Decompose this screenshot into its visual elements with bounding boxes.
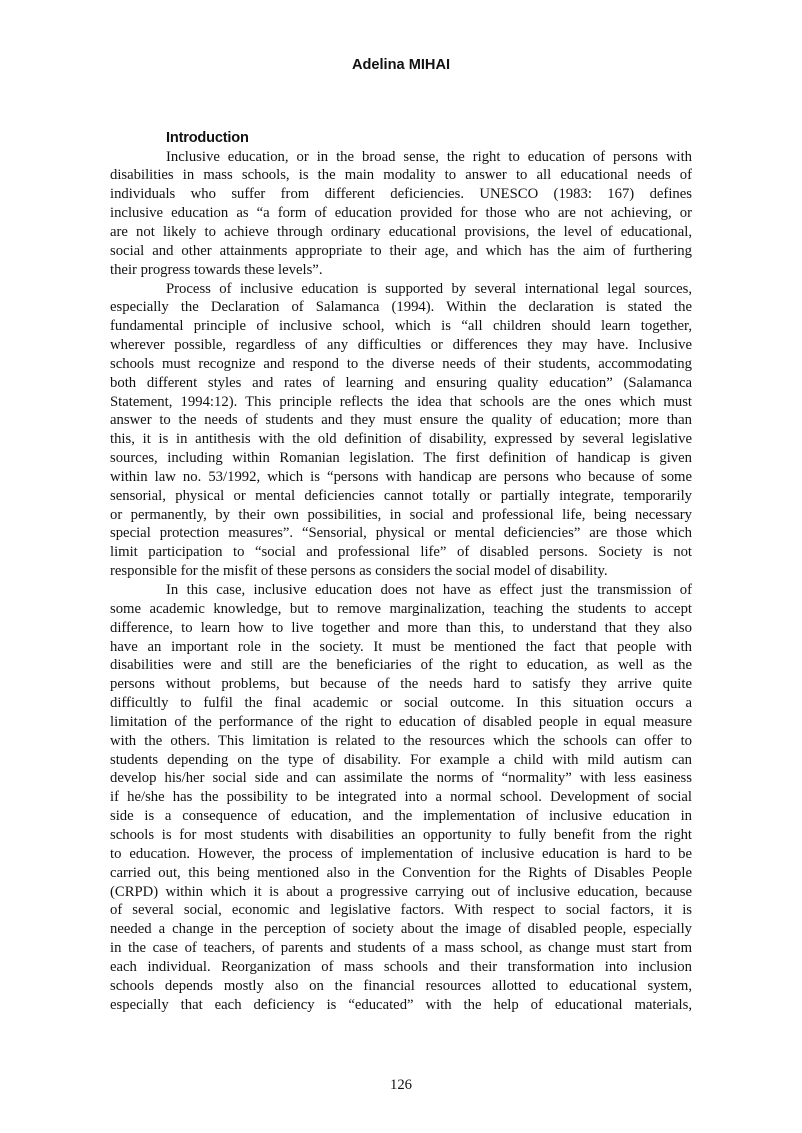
text-line: of several social, economic and legislative factors. With respect to social factors, it is — [110, 902, 692, 919]
text-line: In this case, inclusive education does not have as effect just the transmission of — [166, 582, 692, 598]
text-line: their progress towards these levels”. — [110, 261, 323, 278]
text-line: with the others. This limitation is related to the resources which the schools can offer to — [110, 732, 692, 749]
paragraph-3 — [110, 581, 692, 1014]
text-line: Statement, 1994:12). This principle reflects the idea that schools are the ones which must — [110, 393, 692, 410]
section-heading: Introduction — [166, 129, 249, 146]
text-line: or permanently, by their own possibilities, in social and professional life, being necessary — [110, 506, 692, 523]
text-line: to education. However, the process of implementation of inclusive education is hard to be — [110, 845, 692, 862]
text-line: fundamental principle of inclusive school, which is “all children should learn together, — [110, 318, 692, 335]
text-line: limitation of the performance of the right to education of disabled people in equal measure — [110, 713, 692, 730]
text-line: individuals who suffer from different deficiencies. UNESCO (1983: 167) defines — [110, 186, 692, 203]
paragraph-2 — [110, 280, 692, 582]
text-line: sensorial, physical or mental deficiencies cannot totally or partially integrate, temporarily — [110, 487, 692, 504]
text-line: develop his/her social side and can assimilate the norms of “normality” with less easiness — [110, 770, 692, 787]
text-line: inclusive education as “a form of education provided for those who are not achieving, or — [110, 205, 692, 222]
text-line: within law no. 53/1992, which is “persons with handicap are persons who because of some — [110, 468, 692, 485]
text-line: schools is for most students with disabilities an opportunity to fully benefit from the right — [110, 826, 692, 843]
text-line: needed a change in the perception of society about the image of disabled people, especially — [110, 921, 692, 938]
text-line: some academic knowledge, but to remove marginalization, teaching the students to accept — [110, 600, 692, 617]
text-line: responsible for the misfit of these persons as considers the social model of disability. — [110, 563, 608, 580]
text-line: sources, including within Romanian legislation. The first definition of handicap is given — [110, 450, 692, 467]
text-line: this, it is in antithesis with the old definition of disability, expressed by several legislative — [110, 431, 692, 448]
text-line: difference, to learn how to live together and more than this, to understand that they also — [110, 619, 692, 636]
text-line: social and other attainments appropriate to their age, and which has the aim of furthering — [110, 242, 692, 259]
text-line: have an important role in the society. It must be mentioned the fact that people with — [110, 638, 692, 655]
text-line: students depending on the type of disability. For example a child with mild autism can — [110, 751, 692, 768]
text-line: disabilities in mass schools, is the main modality to answer to all educational needs of — [110, 167, 692, 184]
text-line: each individual. Reorganization of mass schools and their transformation into inclusion — [110, 958, 692, 975]
text-line: both different styles and rates of learning and ensuring quality education” (Salamanca — [110, 374, 692, 391]
text-line: answer to the needs of students and they must ensure the quality of education; more than — [110, 412, 692, 429]
text-line: disabilities were and still are the beneficiaries of the right to education, as well as the — [110, 657, 692, 674]
text-line: especially that each deficiency is “educated” with the help of educational materials, — [110, 996, 692, 1013]
body-text — [110, 148, 692, 1015]
text-line: Process of inclusive education is supported by several international legal sources, — [166, 280, 692, 297]
text-line: special protection measures”. “Sensorial, physical or mental deficiencies” are those which — [110, 525, 692, 542]
page-number: 126 — [389, 1077, 413, 1093]
text-line: Inclusive education, or in the broad sense, the right to education of persons with — [166, 148, 692, 165]
text-line: schools must recognize and respond to the diverse needs of their students, accommodating — [110, 355, 692, 372]
author-header: Adelina MIHAI — [351, 57, 451, 73]
text-line: (CRPD) within which it is about a progressive carrying out of inclusive education, because — [110, 883, 692, 900]
text-line: side is a consequence of education, and the implementation of inclusive education in — [110, 808, 692, 825]
text-line: schools depends mostly also on the financial resources allotted to educational system, — [110, 977, 692, 994]
text-line: persons without problems, but because of the needs hard to satisfy they arrive quite — [110, 676, 692, 693]
text-line: if he/she has the possibility to be integrated into a normal school. Development of social — [110, 789, 692, 806]
text-line: especially the Declaration of Salamanca (1994). Within the declaration is stated the — [110, 299, 692, 316]
text-line: carried out, this being mentioned also in the Convention for the Rights of Disables People — [110, 864, 692, 881]
text-line: are not likely to achieve through ordinary educational provisions, the level of educational, — [110, 223, 692, 240]
text-line: difficultly to fulfil the final academic or social outcome. In this situation occurs a — [110, 695, 692, 712]
text-line: wherever possible, regardless of any difficulties or differences they may have. Inclusive — [110, 337, 692, 354]
text-line: in the case of teachers, of parents and students of a mass school, as change must start from — [110, 940, 692, 957]
paragraph-1 — [110, 148, 692, 280]
text-line: limit participation to “social and professional life” of disabled persons. Society is not — [110, 544, 692, 561]
